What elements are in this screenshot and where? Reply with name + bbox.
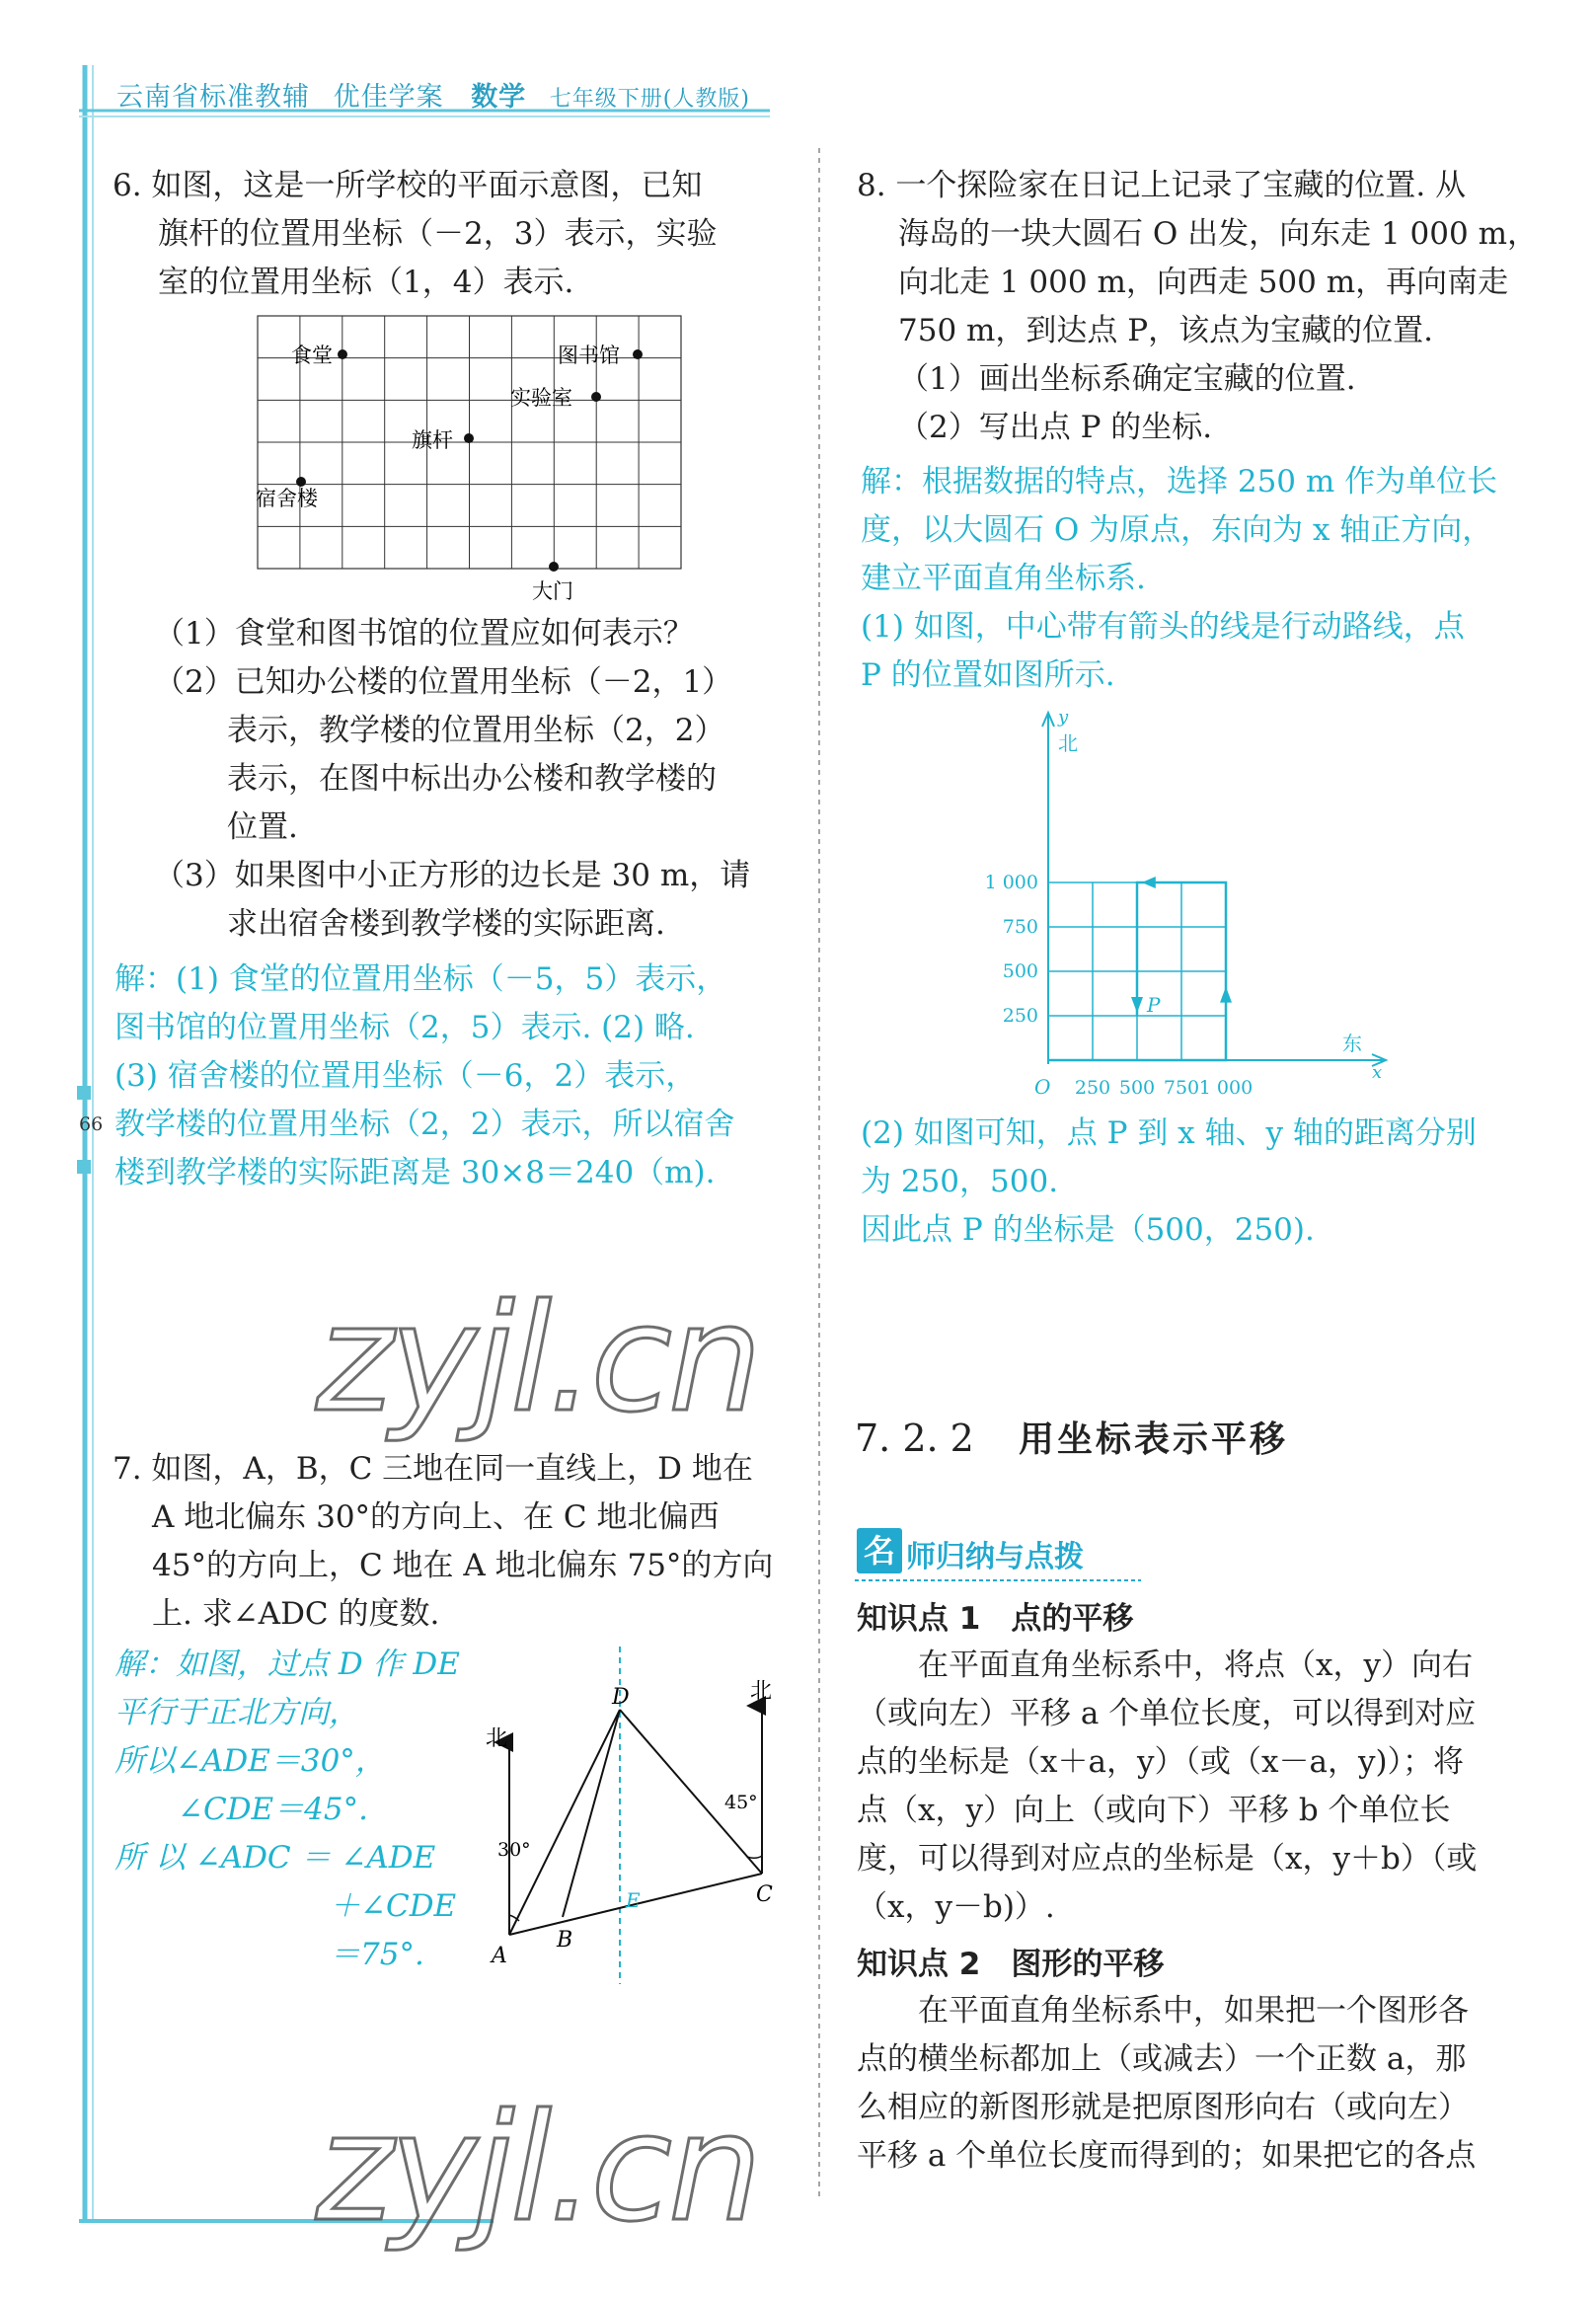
teacher-badge-icon: 名 [857, 1528, 902, 1573]
header [116, 75, 750, 114]
point-c-label: C [756, 1882, 773, 1907]
q6-sub: 表示，教学楼的位置用坐标（2，2） [227, 713, 725, 748]
header-grade: 七年级下册(人教版) [549, 87, 750, 112]
q7-solution-line: 平行于正北方向， [114, 1695, 359, 1730]
north-label-a: 北 [486, 1726, 508, 1751]
kp2-body [857, 1987, 1476, 2181]
kp2-title: 知识点 2 图形的平移 [857, 1947, 1165, 1982]
y-tick-label: 750 [1002, 916, 1038, 938]
q8-line: （1）画出坐标系确定宝藏的位置. [898, 361, 1356, 397]
q6-solution-line: 图书馆的位置用坐标（2，5）表示. (2) 略. [114, 1010, 695, 1045]
q6-line: 6. 如图，这是一所学校的平面示意图，已知 [113, 168, 703, 203]
library-dot [633, 349, 643, 359]
north-label: 北 [1058, 731, 1078, 755]
library-label: 图书馆 [558, 344, 620, 367]
kp1-line: 点的坐标是（x＋a，y）（或（x－a，y)）；将 [857, 1744, 1465, 1780]
route-arrow-west [1142, 877, 1156, 888]
q8-solution-line: (1) 如图，中心带有箭头的线是行动路线，点 [861, 609, 1465, 645]
q7-line: 7. 如图，A，B，C 三地在同一直线上，D 地在 [113, 1451, 753, 1487]
point-e-label: E [626, 1888, 641, 1912]
origin-label: O [1034, 1075, 1051, 1099]
x-tick-label: 250 [1074, 1077, 1111, 1099]
treasure-graph [967, 703, 1402, 1104]
canteen-dot [338, 349, 347, 359]
q6-sub: 求出宿舍楼到教学楼的实际距离. [227, 906, 665, 942]
kp2-line: 点的横坐标都加上（或减去）一个正数 a，那 [857, 2041, 1467, 2077]
q8-solution-2 [861, 1110, 1477, 1255]
q7-solution-line: ＝75°. [330, 1937, 424, 1972]
section-title: 用坐标表示平移 [1018, 1419, 1288, 1460]
gate-dot [549, 562, 559, 572]
kp1-line: 点（x，y）向上（或向下）平移 b 个单位长 [857, 1793, 1451, 1828]
y-axis-label: y [1058, 707, 1069, 728]
q6-sub: （3）如果图中小正方形的边长是 30 m，请 [154, 858, 751, 893]
teacher-badge-text: 师归纳与点拨 [906, 1540, 1084, 1574]
flagpole-label: 旗杆 [412, 428, 453, 452]
q6-sub: 表示，在图中标出办公楼和教学楼的 [227, 761, 717, 797]
x-axis-label: x [1372, 1062, 1383, 1083]
q8-solution-line: 解：根据数据的特点，选择 250 m 作为单位长 [861, 464, 1498, 499]
lab-dot [591, 392, 601, 402]
q7-line: 上. 求∠ADC 的度数. [152, 1596, 440, 1632]
kp2-line: 么相应的新图形就是把原图形向右（或向左） [857, 2090, 1469, 2125]
header-series: 云南省标准教辅 [116, 82, 310, 113]
q6-prompt [113, 162, 717, 307]
section-number: 7. 2. 2 [855, 1417, 974, 1460]
badge-underline [855, 1577, 1151, 1583]
point-a-label: A [492, 1944, 507, 1968]
kp2-line: 平移 a 个单位长度而得到的；如果把它的各点 [857, 2138, 1477, 2174]
kp1-line: 度，可以得到对应点的坐标是（x，y＋b）（或 [857, 1841, 1478, 1877]
q6-sub: （1）食堂和图书馆的位置应如何表示？ [154, 616, 694, 651]
section-heading [855, 1412, 1288, 1462]
q8-line: 向北走 1 000 m，向西走 500 m，再向南走 [898, 265, 1509, 300]
q8-line: 750 m，到达点 P，该点为宝藏的位置. [898, 313, 1433, 348]
q7-figure [474, 1639, 799, 2014]
dorm-dot [296, 477, 306, 487]
q8-line: （2）写出点 P 的坐标. [898, 410, 1213, 445]
q6-solution [114, 956, 734, 1197]
school-map [252, 312, 686, 608]
kp1-line: （或向左）平移 a 个单位长度，可以得到对应 [857, 1696, 1477, 1731]
flagpole-dot [464, 433, 474, 443]
q8-prompt [857, 162, 1538, 452]
q7-line: 45°的方向上，C 地在 A 地北偏东 75°的方向 [152, 1548, 774, 1583]
segment-ad [509, 1710, 620, 1935]
q7-prompt [113, 1445, 773, 1639]
q7-solution-line: 解：如图，过点 D 作 DE [114, 1647, 460, 1682]
kp1-body [857, 1642, 1477, 1932]
q6-solution-line: 楼到教学楼的实际距离是 30×8＝240（m). [114, 1155, 716, 1190]
q7-line: A 地北偏东 30°的方向上、在 C 地北偏西 [152, 1499, 720, 1535]
east-label: 东 [1342, 1032, 1362, 1055]
x-tick-label: 750 [1163, 1077, 1200, 1099]
q7-solution-line: ＋∠CDE [330, 1888, 457, 1924]
point-d-label: D [612, 1685, 630, 1710]
canteen-label: 食堂 [291, 344, 333, 367]
header-subject: 数学 [471, 82, 527, 113]
q6-solution-line: (3) 宿舍楼的位置用坐标（－6，2）表示， [114, 1058, 697, 1094]
watermark: zyjl.cn [316, 2083, 759, 2255]
north-label-c: 北 [750, 1679, 773, 1704]
point-p-label: P [1147, 993, 1161, 1017]
kp1-title: 知识点 1 点的平移 [857, 1601, 1134, 1637]
q8-solution-line: P 的位置如图所示. [861, 657, 1115, 693]
q8-line: 8. 一个探险家在日记上记录了宝藏的位置. 从 [857, 168, 1467, 203]
q8-solution-line: 因此点 P 的坐标是（500，250). [861, 1212, 1315, 1248]
q6-sub: （2）已知办公楼的位置用坐标（－2，1） [154, 664, 733, 700]
dorm-label: 宿舍楼 [256, 487, 318, 510]
q7-solution [114, 1641, 460, 1979]
q8-solution-line: (2) 如图可知，点 P 到 x 轴、y 轴的距离分别 [861, 1115, 1477, 1151]
kp1-line: （x，y－b)）. [857, 1889, 1055, 1925]
q6-line: 室的位置用坐标（1，4）表示. [158, 265, 574, 300]
header-book: 优佳学案 [333, 82, 444, 113]
angle-45-label: 45° [724, 1792, 758, 1813]
kp2-line: 在平面直角坐标系中，如果把一个图形各 [918, 1993, 1469, 2029]
y-tick-label: 250 [1002, 1005, 1038, 1027]
q8-solution-line: 度，以大圆石 O 为原点，东向为 x 轴正方向， [861, 512, 1493, 548]
q6-line: 旗杆的位置用坐标（－2，3）表示，实验 [158, 216, 718, 252]
route-arrow-south [1131, 997, 1143, 1013]
lab-label: 实验室 [510, 386, 572, 410]
q6-solution-line: 解：(1) 食堂的位置用坐标（－5，5）表示， [114, 961, 727, 997]
route-arrow-north [1220, 987, 1232, 1003]
point-b-label: B [557, 1928, 573, 1953]
y-axis [1042, 713, 1054, 1064]
q7-solution-line: 所以∠ADE＝30°， [114, 1743, 386, 1779]
q6-solution-line: 教学楼的位置用坐标（2，2）表示，所以宿舍 [114, 1107, 735, 1142]
q7-solution-line: ∠CDE＝45°. [178, 1792, 368, 1827]
y-tick-label: 1 000 [984, 872, 1038, 893]
q8-line: 海岛的一块大圆石 O 出发，向东走 1 000 m， [898, 216, 1538, 252]
q8-solution-line: 为 250，500. [861, 1164, 1059, 1199]
x-tick-label: 1 000 [1198, 1077, 1254, 1099]
q7-solution-line: 所 以 ∠ADC ＝ ∠ADE [114, 1840, 436, 1876]
q6-subquestions [154, 610, 750, 949]
angle-30-label: 30° [497, 1839, 531, 1861]
q8-solution-line: 建立平面直角坐标系. [861, 561, 1146, 596]
x-tick-label: 500 [1118, 1077, 1156, 1099]
gate-label: 大门 [532, 579, 573, 603]
q6-sub: 位置. [227, 809, 298, 845]
page-number: 66 [79, 1113, 104, 1135]
segment-bd [563, 1710, 620, 1917]
y-tick-label: 500 [1002, 960, 1038, 982]
q8-solution-1 [861, 458, 1497, 700]
kp1-line: 在平面直角坐标系中，将点（x，y）向右 [918, 1648, 1473, 1683]
watermark: zyjl.cn [316, 1273, 759, 1445]
